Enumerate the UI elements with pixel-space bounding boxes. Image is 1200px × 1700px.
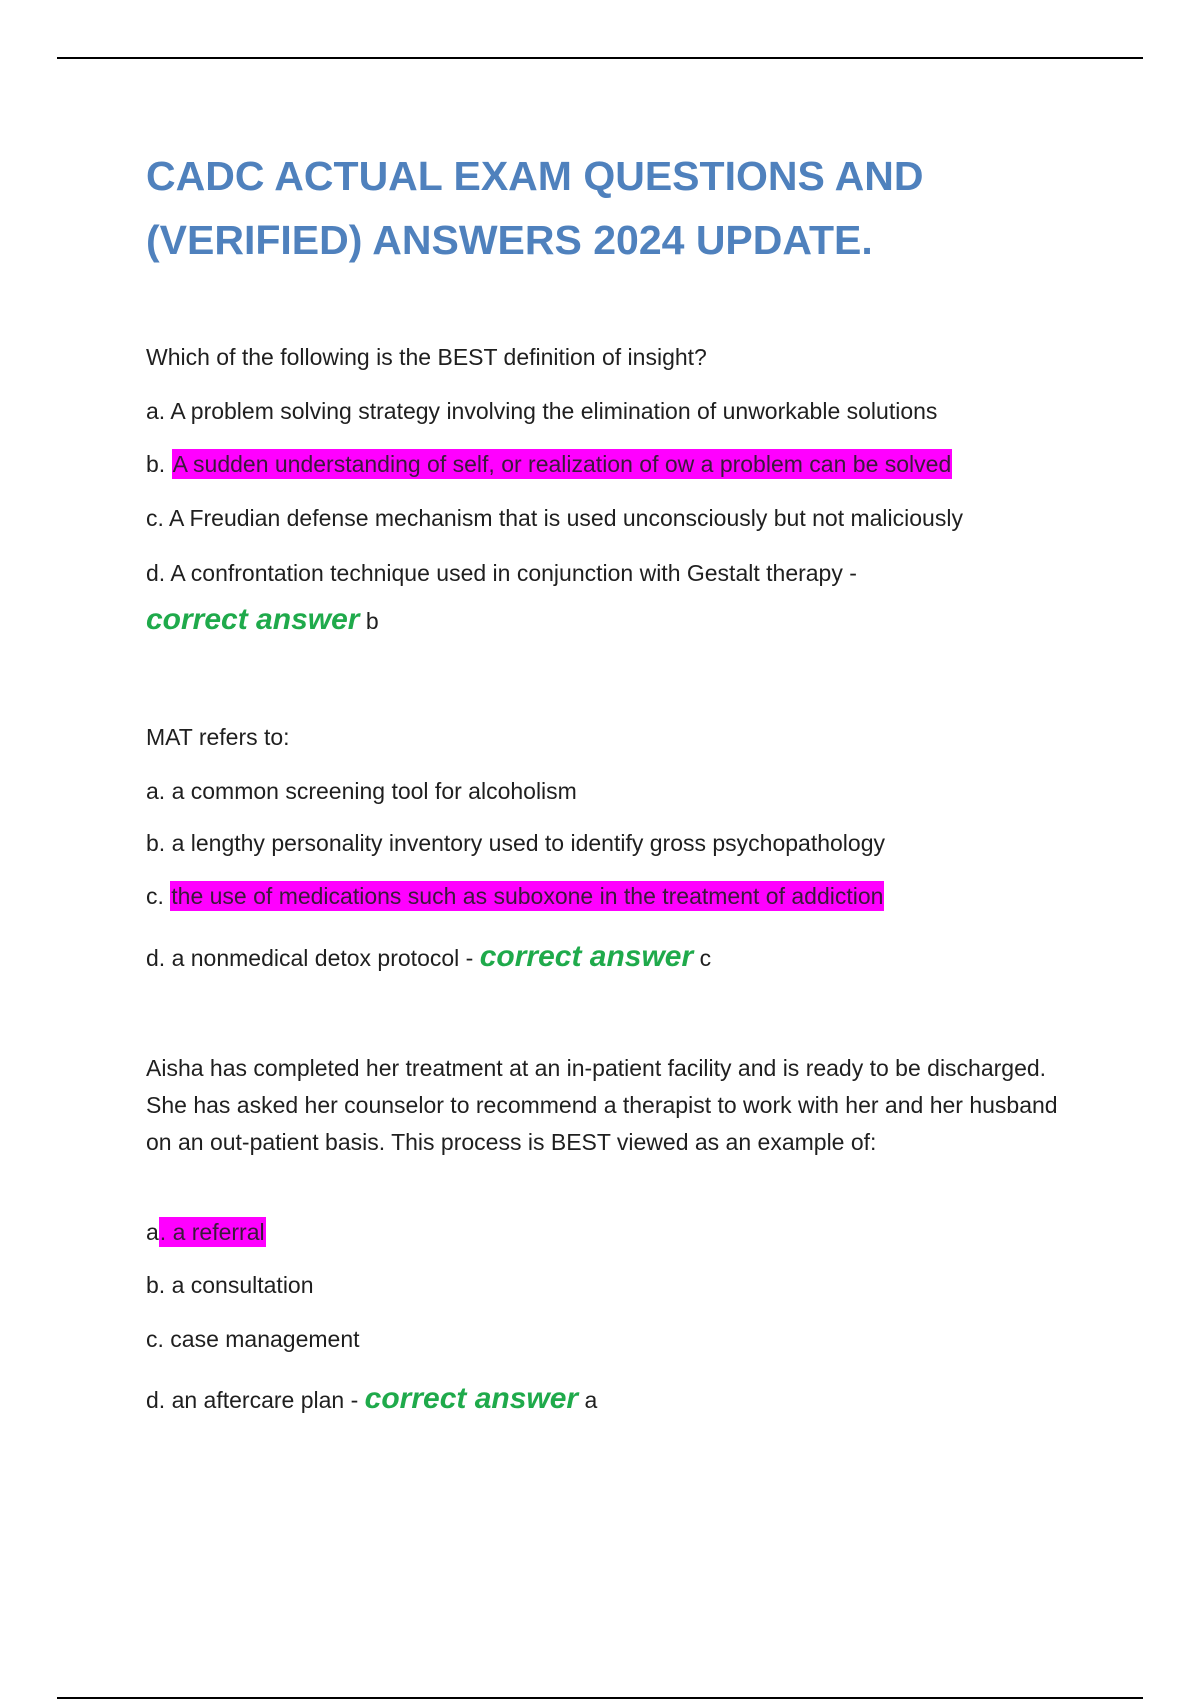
question-2-option-b <box>146 830 885 857</box>
document-title <box>146 144 1106 272</box>
option-prefix: d. <box>146 1387 172 1413</box>
question-2-option-c <box>146 883 884 910</box>
question-3-option-c <box>146 1326 360 1353</box>
option-text: case management <box>170 1326 360 1352</box>
option-text: A Freudian defense mechanism that is used unconsciously but not maliciously <box>169 505 963 531</box>
title-line-2: (VERIFIED) ANSWERS 2024 UPDATE. <box>146 217 873 263</box>
highlighted-answer-text: A sudden understanding of self, or realization of ow a problem can be solved <box>172 451 952 477</box>
option-prefix: b. <box>146 1272 172 1298</box>
option-text: an aftercare plan <box>171 1387 345 1413</box>
title-line-1: CADC ACTUAL EXAM QUESTIONS AND <box>146 153 924 199</box>
option-prefix: d. <box>146 945 172 971</box>
bottom-rule <box>57 1697 1143 1699</box>
correct-answer-label: correct answer <box>479 940 694 973</box>
question-3-option-b <box>146 1272 314 1299</box>
separator: - <box>344 1387 365 1413</box>
highlighted-answer-text: the use of medications such as suboxone in the treatment of addiction <box>171 883 884 909</box>
question-3-option-d <box>146 1382 597 1416</box>
question-2-option-a <box>146 778 577 805</box>
option-text: a nonmedical detox protocol <box>171 945 460 971</box>
question-1-stem: Which of the following is the BEST definition of insight? <box>146 344 707 370</box>
option-prefix: c. <box>146 505 170 531</box>
option-text: A confrontation technique used in conjunction with Gestalt therapy <box>170 560 843 586</box>
option-text: A problem solving strategy involving the elimination of unworkable solutions <box>170 398 938 424</box>
option-prefix: a <box>146 1219 159 1245</box>
option-prefix: b. <box>146 830 172 856</box>
question-1-answer-line <box>146 603 379 637</box>
separator: - <box>842 560 857 586</box>
question-3-option-a <box>146 1219 266 1246</box>
question-1-option-b <box>146 451 952 478</box>
question-1-option-d <box>146 560 857 587</box>
option-prefix: a. <box>146 778 172 804</box>
option-text: a lengthy personality inventory used to identify gross psychopathology <box>171 830 886 856</box>
option-prefix: b. <box>146 451 172 477</box>
option-prefix: d. <box>146 560 171 586</box>
option-text: a common screening tool for alcoholism <box>171 778 577 804</box>
answer-letter: b <box>365 608 379 634</box>
option-text: a consultation <box>171 1272 314 1298</box>
correct-answer-label: correct answer <box>146 603 360 636</box>
separator: - <box>459 945 480 971</box>
top-rule <box>57 57 1143 59</box>
option-prefix: c. <box>146 883 171 909</box>
question-1-option-c <box>146 505 963 532</box>
answer-letter: a <box>584 1387 598 1413</box>
option-prefix: a. <box>146 398 171 424</box>
answer-letter: c <box>699 945 712 971</box>
question-2-stem: MAT refers to: <box>146 724 290 750</box>
highlighted-answer-text: . a referral <box>159 1219 265 1245</box>
question-2-option-d <box>146 940 711 974</box>
correct-answer-label: correct answer <box>364 1382 579 1415</box>
question-1-option-a <box>146 398 937 425</box>
option-prefix: c. <box>146 1326 171 1352</box>
question-3-stem: Aisha has completed her treatment at an in-patient facility and is ready to be discharged. She has asked her counselor to recommend a therapist to work with her and her husband on an out-patient basis. This process is BEST viewed as an example of: <box>146 1055 1058 1155</box>
